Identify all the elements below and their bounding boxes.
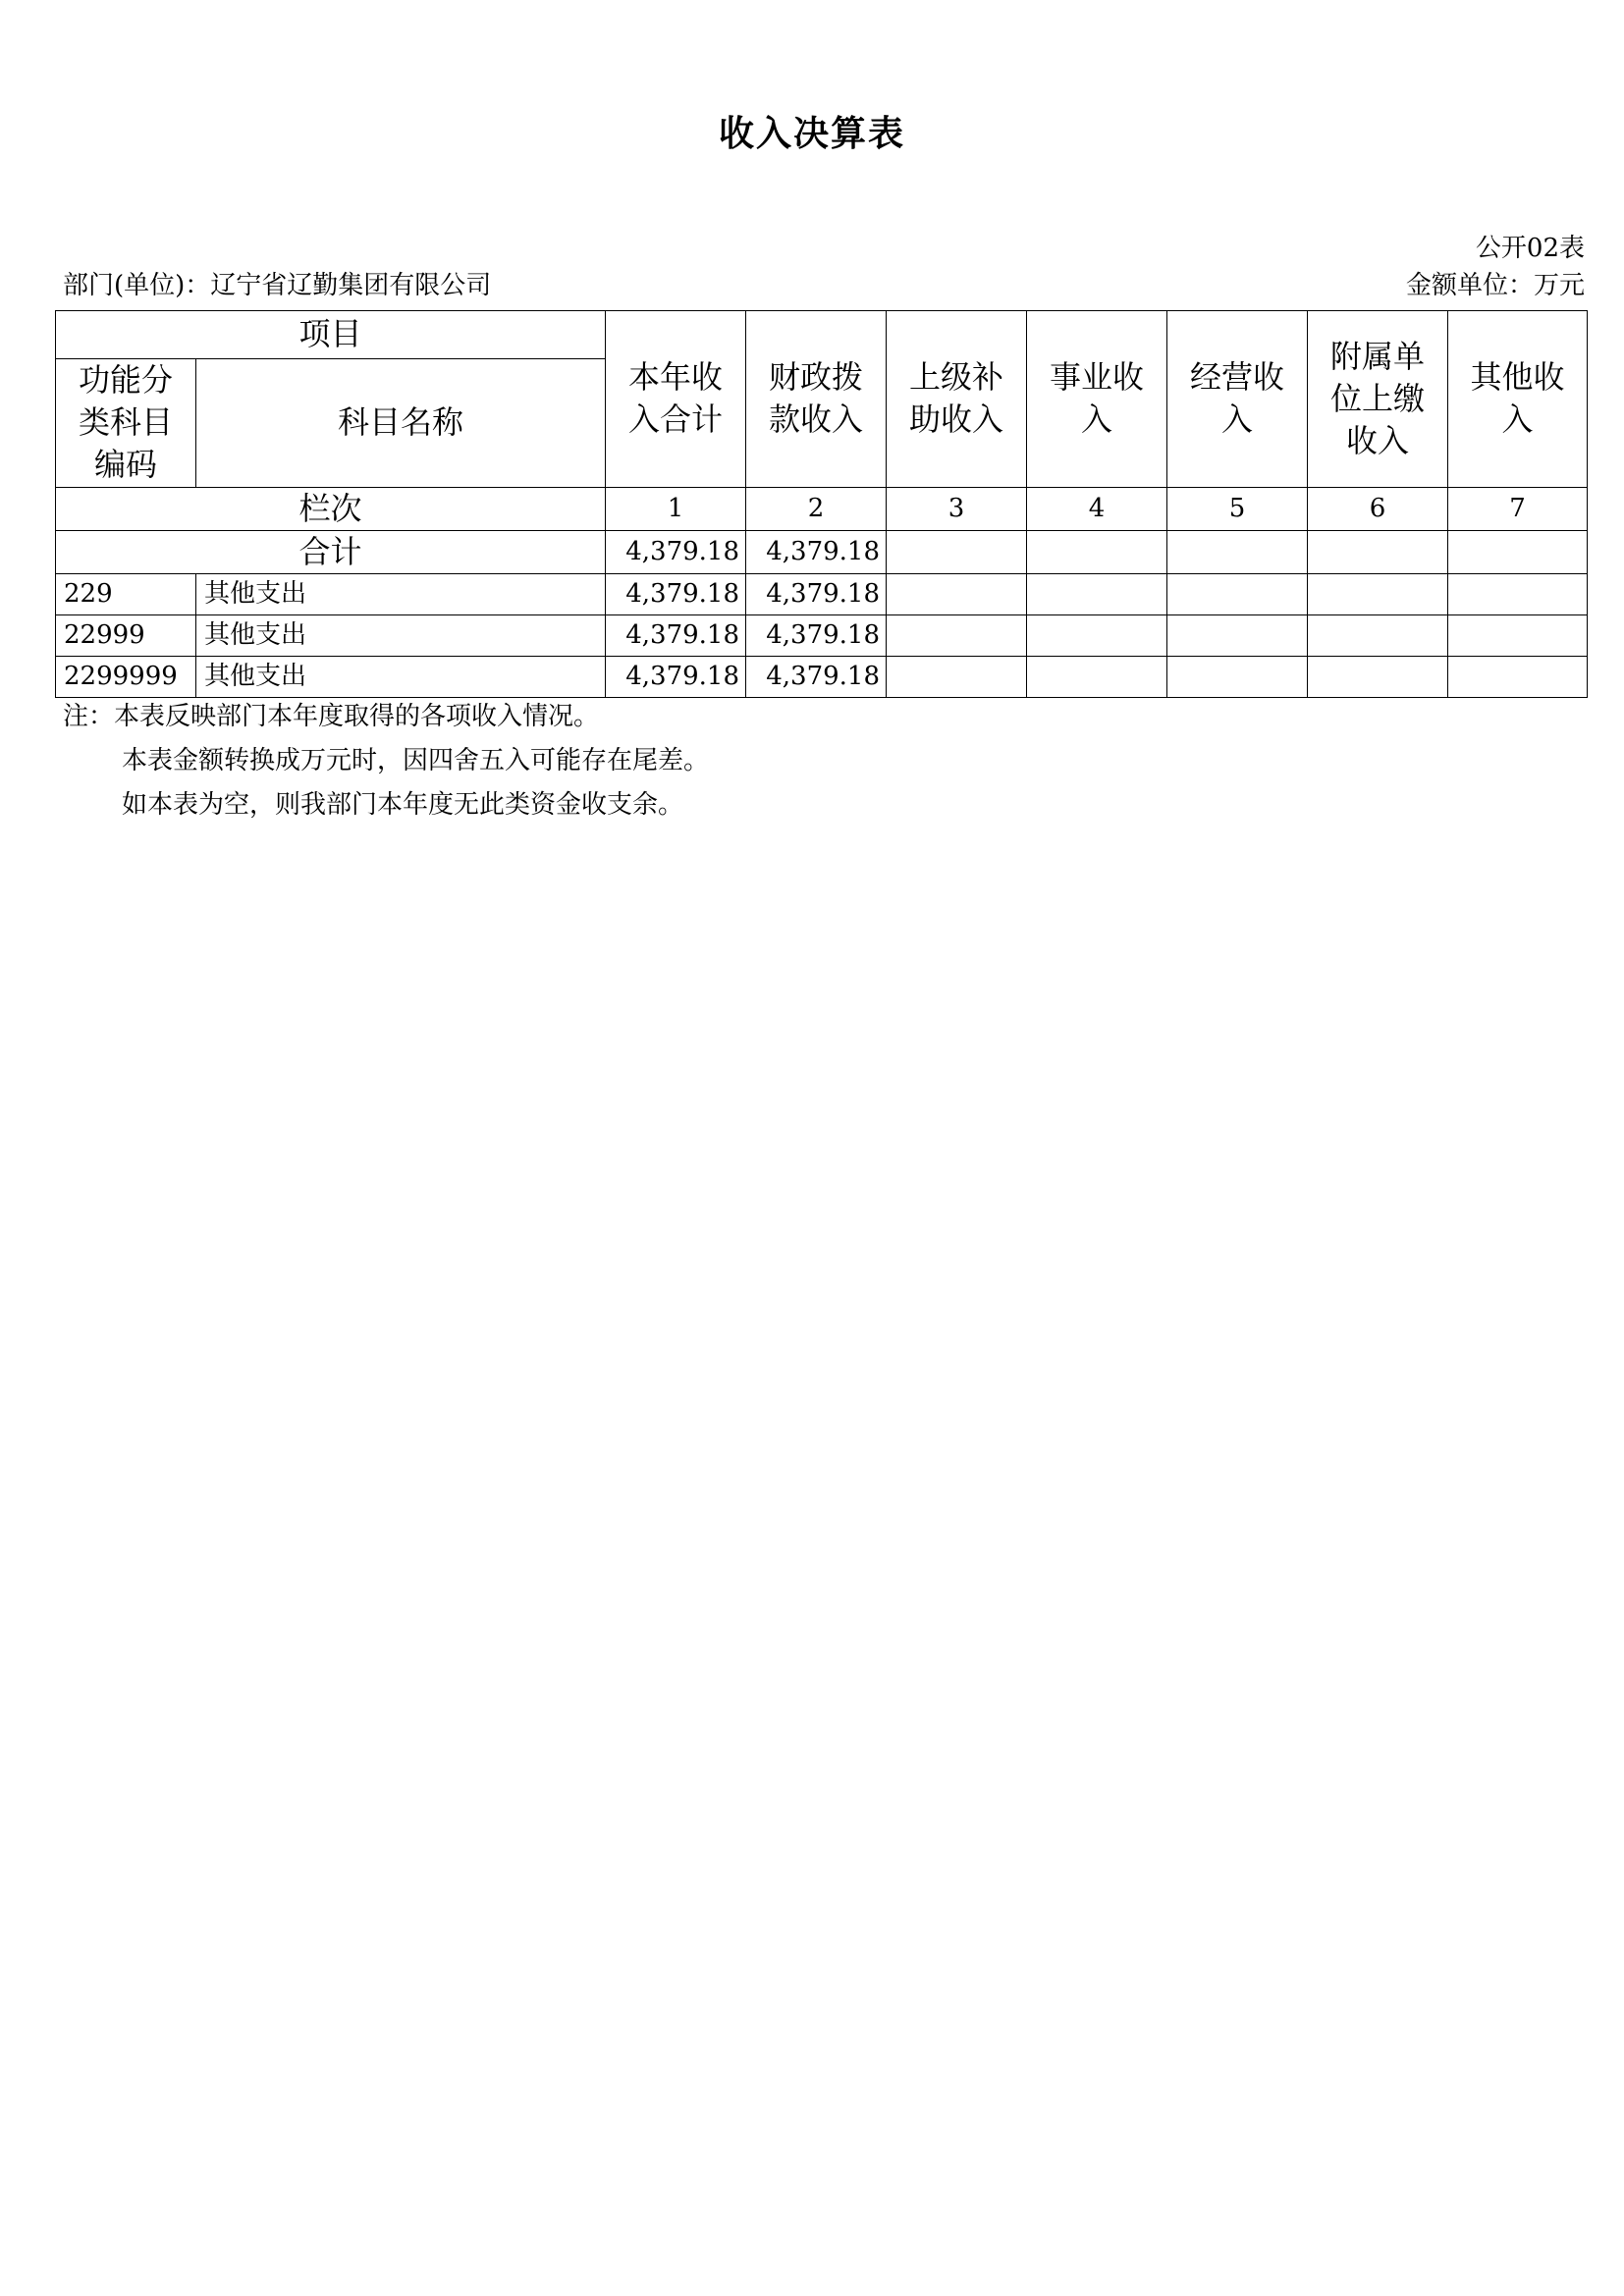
header-subject-name: 科目名称 [196,359,606,488]
func-code-cell: 22999 [56,614,196,656]
amount-unit-label: 金额单位：万元 [1405,271,1585,300]
header-row-1 [56,311,1588,359]
amount-cell: 4,379.18 [606,656,746,697]
amount-cell [1308,573,1448,614]
header-col-2: 财政拨款收入 [746,311,887,488]
header-col-7: 其他收入 [1448,311,1588,488]
amount-cell [1167,573,1308,614]
amount-cell [1448,530,1588,573]
report-title: 收入决算表 [718,114,905,154]
header-project: 项目 [56,311,606,359]
amount-cell [1167,530,1308,573]
amount-cell [887,573,1027,614]
amount-cell: 4,379.18 [746,573,887,614]
total-row [56,530,1588,573]
form-number: 公开02表 [1475,234,1585,263]
func-code-cell: 229 [56,573,196,614]
column-number: 3 [887,487,1027,530]
header-col-1: 本年收入合计 [606,311,746,488]
amount-cell [1027,656,1167,697]
footnote-1: 注：本表反映部门本年度取得的各项收入情况。 [63,702,600,731]
column-number: 4 [1027,487,1167,530]
table-row [56,614,1588,656]
amount-cell [1448,573,1588,614]
header-col-6: 附属单位上缴收入 [1308,311,1448,488]
amount-cell [1027,614,1167,656]
column-index-label: 栏次 [56,487,606,530]
amount-cell [887,530,1027,573]
amount-cell [1448,656,1588,697]
amount-cell [1308,614,1448,656]
header-col-3: 上级补助收入 [887,311,1027,488]
amount-cell [1308,530,1448,573]
column-number: 5 [1167,487,1308,530]
amount-cell [1167,656,1308,697]
footnotes [63,695,709,828]
column-number: 7 [1448,487,1588,530]
amount-cell: 4,379.18 [606,573,746,614]
column-index-row [56,487,1588,530]
amount-cell [1167,614,1308,656]
amount-cell [1027,573,1167,614]
amount-cell [887,614,1027,656]
subject-name-cell: 其他支出 [196,573,606,614]
amount-cell: 4,379.18 [606,614,746,656]
header-col-5: 经营收入 [1167,311,1308,488]
amount-cell: 4,379.18 [746,530,887,573]
income-table [55,310,1588,698]
column-number: 6 [1308,487,1448,530]
amount-cell: 4,379.18 [746,614,887,656]
amount-cell [1308,656,1448,697]
table-row [56,573,1588,614]
header-func-code: 功能分类科目编码 [56,359,196,488]
table-row [56,656,1588,697]
subject-name-cell: 其他支出 [196,656,606,697]
subject-name-cell: 其他支出 [196,614,606,656]
footnote-3: 如本表为空，则我部门本年度无此类资金收支余。 [122,790,684,820]
amount-cell [1027,530,1167,573]
amount-cell: 4,379.18 [746,656,887,697]
column-number: 1 [606,487,746,530]
amount-cell [887,656,1027,697]
header-col-4: 事业收入 [1027,311,1167,488]
column-number: 2 [746,487,887,530]
amount-cell: 4,379.18 [606,530,746,573]
func-code-cell: 2299999 [56,656,196,697]
footnote-2: 本表金额转换成万元时，因四舍五入可能存在尾差。 [122,746,710,775]
department-label: 部门(单位)：辽宁省辽勤集团有限公司 [63,271,492,300]
amount-cell [1448,614,1588,656]
total-label: 合计 [56,530,606,573]
